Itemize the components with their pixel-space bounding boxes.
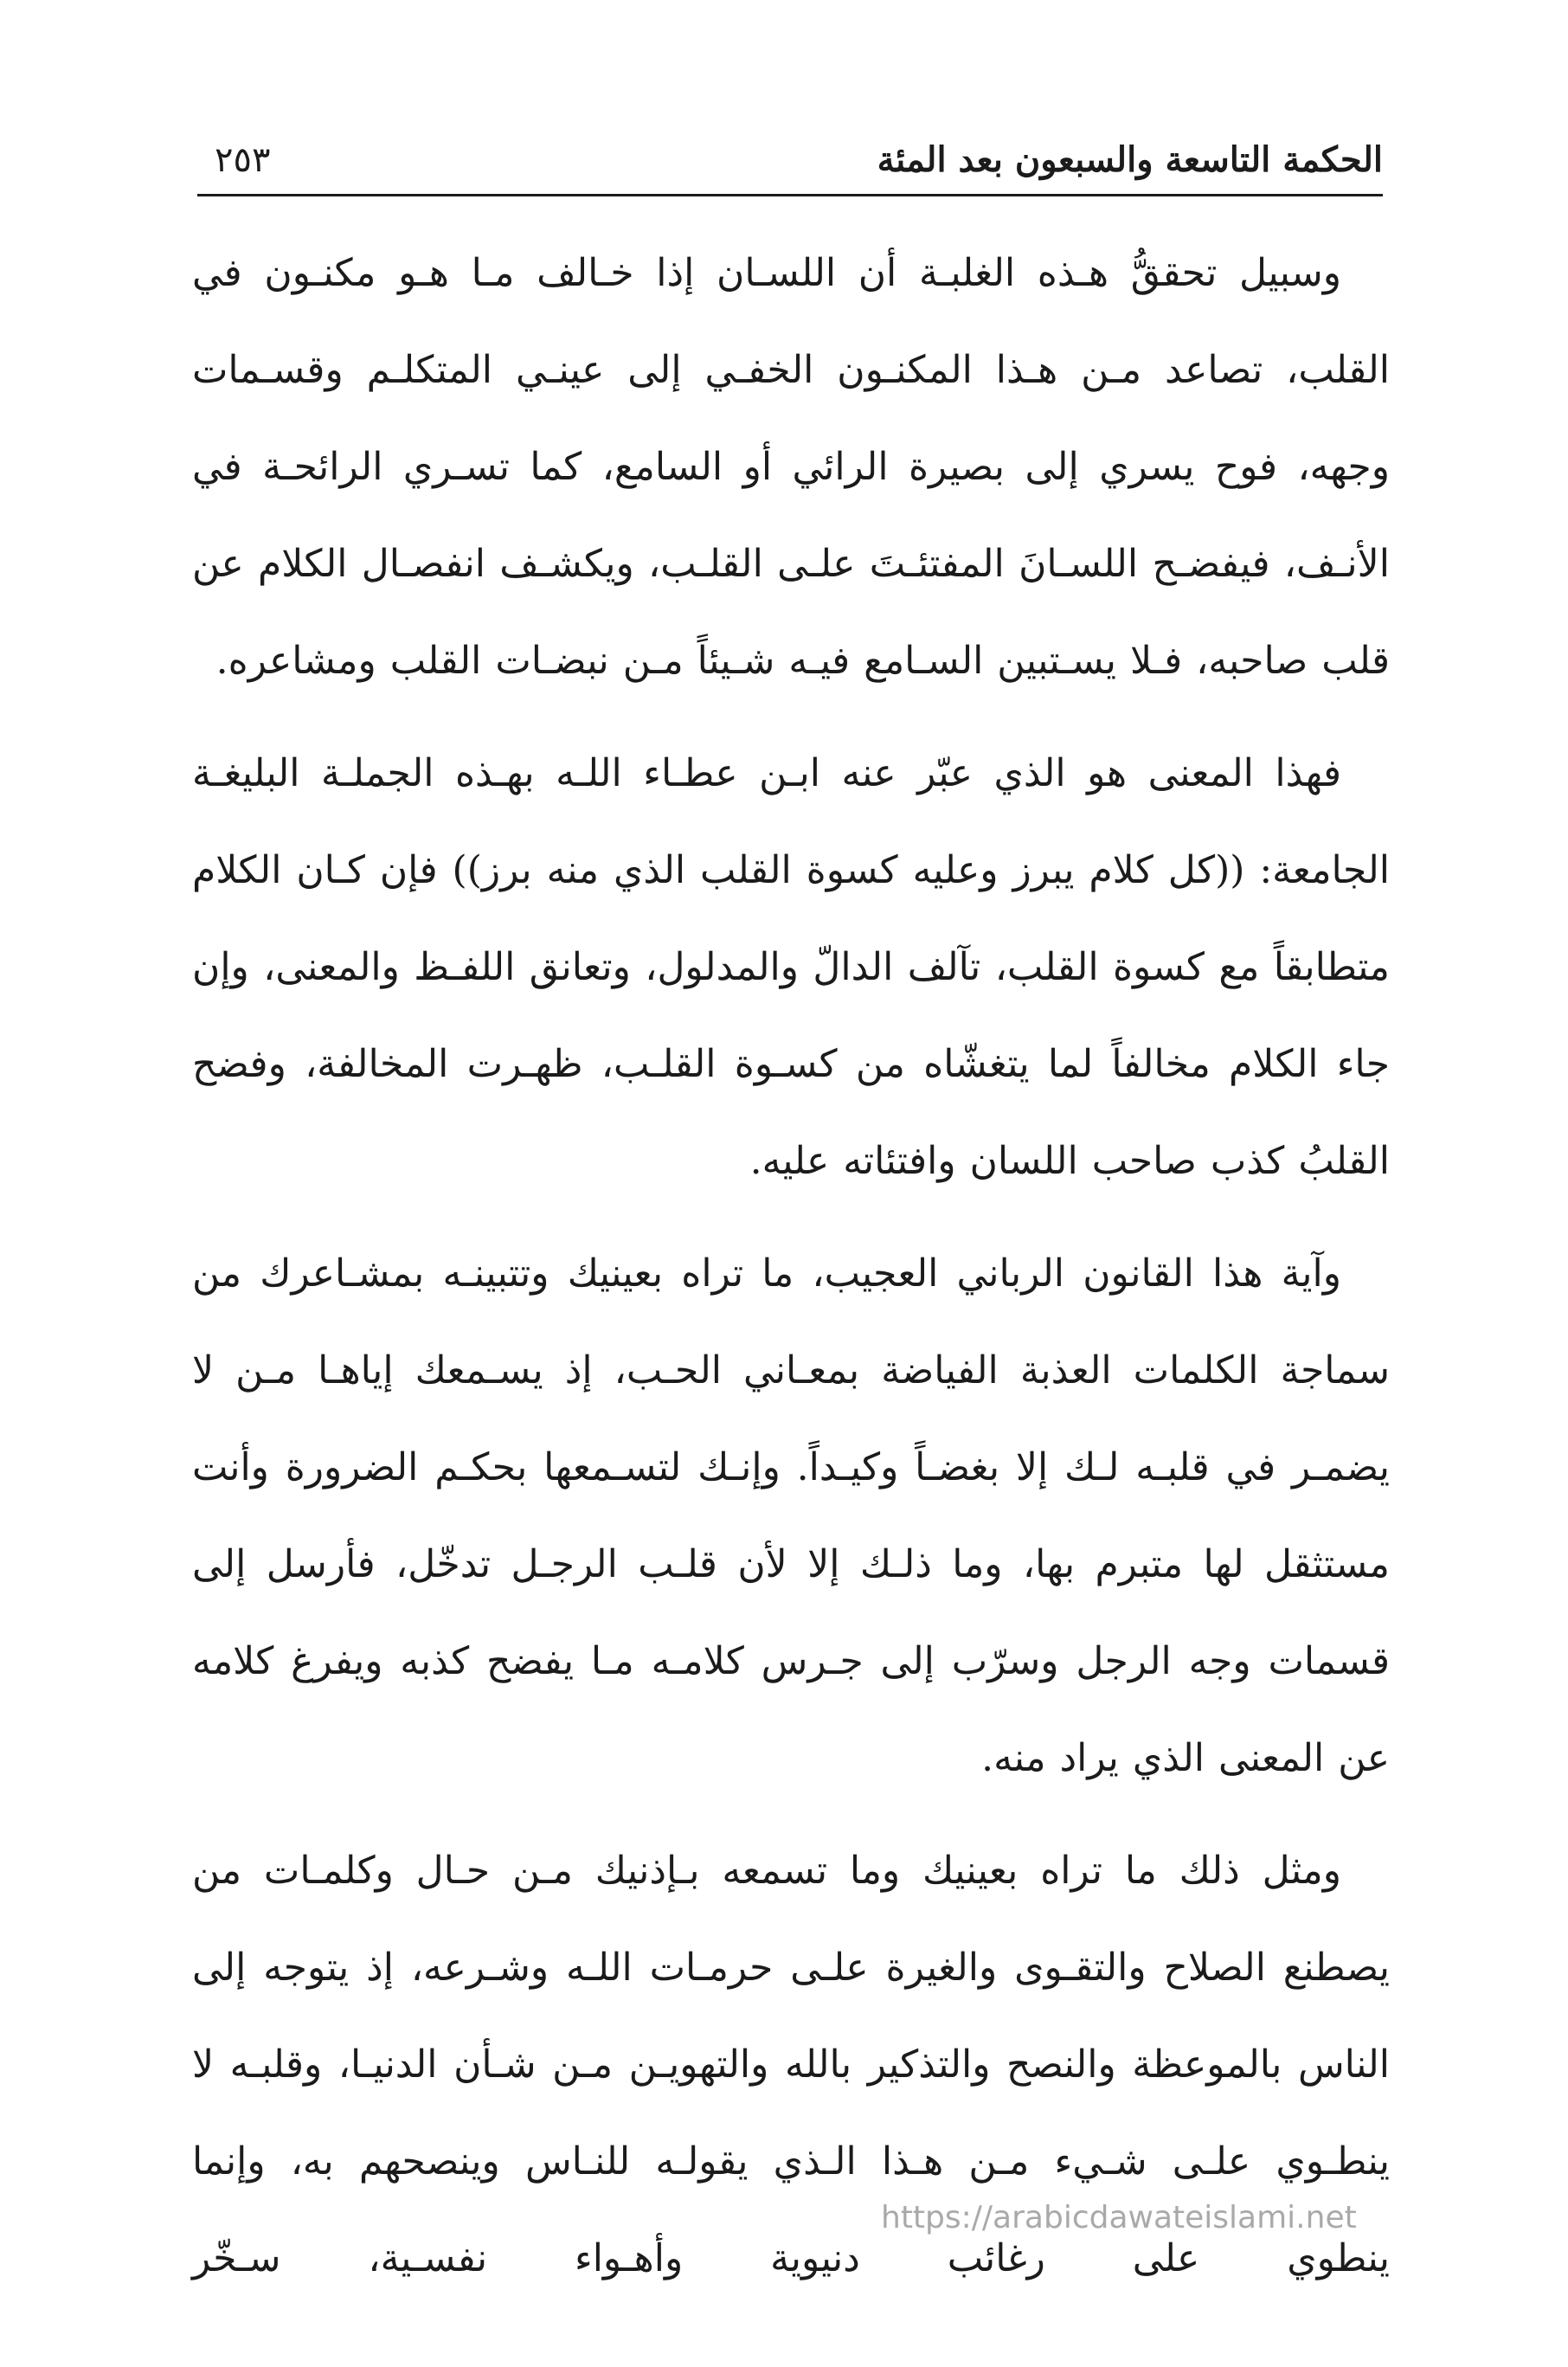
paragraph-4: ومثل ذلك ما تراه بعينيك وما تسمعه بـإذنيك مـن حـال وكلمـات من يصطنع الصلاح والتقـوى والغيرة علـى حرمـات اللـه وشـرعه، إذ يتوجه إلى الناس بالموعظة والنصح والتذكير بالله والتهويـن مـن شـأن الدنيـا، وقلبـه لا ينطـوي علـى شـيء مـن هـذا الـذي يقولـه للنـاس وينصحهم به، وإنما ينطوي على رغائب دنيوية وأهـواء نفسـية، سـخّر (192, 1849, 1391, 2280)
paragraph-2: فهذا المعنى هو الذي عبّر عنه ابـن عطـاء اللـه بهـذه الجملـة البليغـة الجامعة: ((كل كلام يبرز وعليه كسوة القلب الذي منه برز)) فإن كـان الكلام متطابقاً مع كسوة القلب، تآلف الدالّ والمدلول، وتعانق اللفـظ والمعنى، وإن جاء الكلام مخالفاً لما يتغشّاه من كسـوة القلـب، ظهـرت المخالفة، وفضح القلبُ كذب صاحب اللسان وافتئاته عليه. (192, 751, 1390, 1183)
watermark-url: https://arabicdawateislami.net (881, 2200, 1357, 2235)
chapter-title: الحكمة التاسعة والسبعون بعد المئة (877, 139, 1383, 180)
paragraph-1: وسبيل تحققُّ هـذه الغلبـة أن اللسـان إذا خـالف مـا هـو مكنـون في القلب، تصاعد مـن هـذا المكنـون الخفـي إلى عينـي المتكلـم وقسـمات وجهه، فوح يسري إلى بصيرة الرائي أو السامع، كما تسـري الرائحـة في الأنـف، فيفضـح اللسـانَ المفتئـتَ علـى القلـب، ويكشـف انفصـال الكلام عن قلب صاحبه، فـلا يسـتبين السـامع فيـه شـيئاً مـن نبضـات القلب ومشاعره. (192, 251, 1390, 683)
header-divider (197, 194, 1383, 196)
paragraph-3: وآية هذا القانون الرباني العجيب، ما تراه بعينيك وتتبينـه بمشـاعرك من سماجة الكلمات العذبة الفياضة بمعـاني الحـب، إذ يسـمعك إياهـا مـن لا يضمـر في قلبـه لـك إلا بغضـاً وكيـداً. وإنـك لتسـمعها بحكـم الضرورة وأنت مستثقل لها متبرم بها، وما ذلـك إلا لأن قلـب الرجـل تدخّل، فأرسل إلى قسمات وجه الرجل وسرّب إلى جـرس كلامـه مـا يفضح كذبه ويفرغ كلامه عن المعنى الذي يراد منه. (192, 1251, 1390, 1780)
page-header (197, 130, 1383, 190)
body-text (192, 225, 1390, 2307)
page-number: ٢٥٣ (215, 140, 271, 180)
